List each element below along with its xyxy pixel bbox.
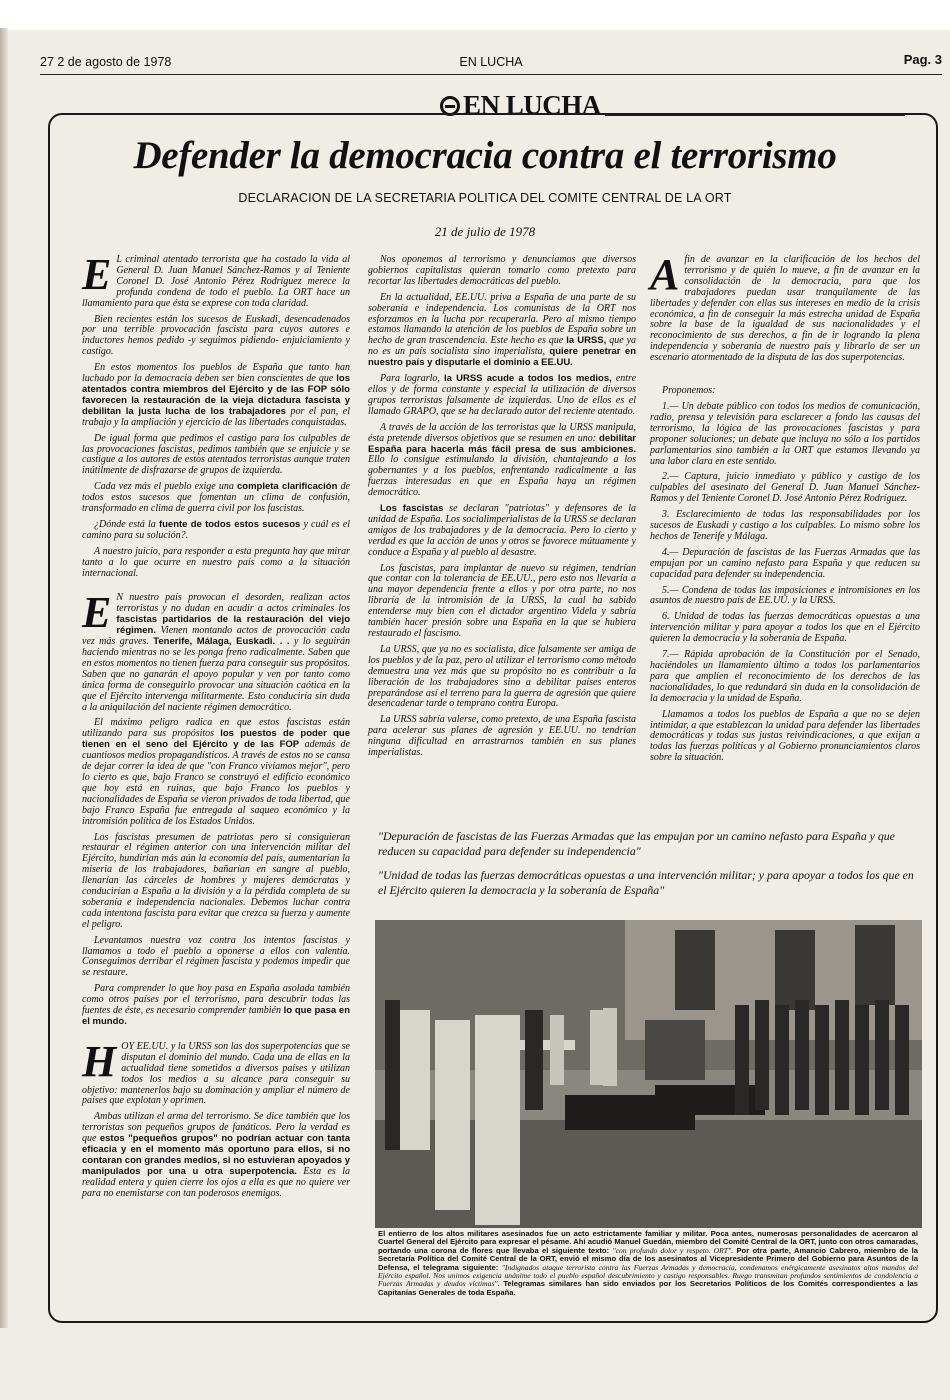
paragraph: A través de la acción de los terroristas que la URSS manipula, ésta pretende diversos objetivos que se resumen en uno: debilitar España para hacerla más fácil presa de sus ambiciones. Ello lo consigue estimulando la división, chantajeando a los gobernantes y a los pueblos, enfrentando radicalmente a las fuerzas interesadas en que en España haya un régimen democrático. (368, 421, 636, 499)
article-column-3 (650, 250, 920, 769)
paragraph: El máximo peligro radica en que estos fascistas están utilizando para sus propósitos los puestos de poder que tienen en el seno del Ejército y de las FOP además de cuantiosos medios propagandísticos. A través de estos no se cansa de dejar correr la idea de que "con Franco vivíamos mejor", pero lo cierto es que, bajo Franco se construyó el edificio económico que hoy está en ruinas, que bajo Franco los pueblos y nacionalidades de España se vieron privados de toda libertad, que bajo Franco España fue entregada al saqueo económico y la intromisión política de los Estados Unidos. (82, 717, 350, 827)
article-subtitle: DECLARACION DE LA SECRETARIA POLITICA DEL COMITE CENTRAL DE LA ORT (238, 191, 732, 205)
paragraph: En la actualidad, EE.UU. priva a España de una parte de su soberanía e independencia. Los comunistas de la ORT nos esforzamos en la lucha por recuperarla. Pero al mismo tiempo estamos llamando la atención de los pueblos de España sobre un hecho de gran trascendencia. Este hecho es que la URSS, que ya no es un país socialista sino imperialista, quiere penetrar en nuestro país y disputarle el dominio a EE.UU. (368, 291, 637, 369)
masthead-title: EN LUCHA (463, 90, 601, 120)
article-dateline: 21 de julio de 1978 (434, 224, 536, 239)
paragraph: Para lograrlo, la URSS acude a todos los medios, entre ellos y de forma constante y especial la utilización de diversos grupos terroristas falsamente de izquierdas. Uno de ellos es el llamado GRAPO, que se ha declarado autor del reciente atentado. (368, 373, 637, 417)
paragraph: Cada vez más el pueblo exige una completa clarificación de todos estos sucesos que fomentan un clima de confusión, transformado en clima de guerra civil por los fascistas. (82, 481, 351, 515)
pull-quotes (378, 829, 918, 907)
paragraph: A nuestro juicio, para responder a esta pregunta hay que mirar tanto a lo que ocurre en nuestro país como a la situación internacional. (82, 545, 350, 579)
paragraph: 4.— Depuración de fascistas de las Fuerzas Armadas que las empujan por un camino nefasto para España y que reducen su capacidad para defender su independencia. (650, 546, 920, 580)
paragraph: 1.— Un debate público con todos los medios de comunicación, radio, prensa y televisión para esclarecer a fondo las causas del terrorismo, la lógica de las provocaciones fascistas y para proponer soluciones; un debate que incluya no sólo a los partidos parlamentarios sino también a la ORT que estamos llevando ya una labor clara en este sentido. (650, 400, 920, 467)
paragraph: 2.— Captura, juicio inmediato y público y castigo de los culpables del asesinato del General D. Juan Manuel Sánchez-Ramos y del Teniente Coronel D. José Antonio Pérez Rodríguez. (650, 471, 920, 505)
paragraph: 6. Unidad de todas las fuerzas democráticas opuestas a una intervención militar y para apoyar a todos los que en el Ejército quieren la democracia y la soberanía de España. (650, 611, 920, 645)
paragraph: E N nuestro país provocan el desorden, realizan actos terroristas y no dudan en acudir a actos criminales los fascistas partidarios de la restauración del viejo régimen. Vienen montando actos de provocación cada vez más graves. Tenerife, Málaga, Euskadi. . . y lo seguirán haciendo mientras no se les ponga freno radicalmente. Saben que en estos momentos no tienen fuerza para conseguir sus propósitos. Saben que no ganarán el apoyo popular y ven por tanto como única forma de conseguirlo provocar una situación caótica en la que el Ejército intervenga militarmente. Esto conduciría sin duda a la aniquilación del naciente régimen democrático. (82, 588, 351, 713)
paragraph: En estos momentos los pueblos de España que tanto han luchado por la democracia deben ser bien conscientes de que los atentados contra miembros del Ejército y de las FOP sólo favorecen la restauración de la vieja dictadura fascista y debilitan la justa lucha de los trabajadores por el pan, el trabajo y la ampliación y ejercicio de las libertades conquistadas. (82, 362, 351, 428)
page-header (40, 52, 942, 75)
drop-cap: A (650, 250, 680, 299)
paragraph: Proponemos: (662, 385, 716, 397)
header-paper-name: EN LUCHA (459, 55, 523, 69)
photo-illustration (375, 920, 922, 1228)
paragraph: Nos oponemos al terrorismo y denunciamos que diversos gobiernos capitalistas quieran tomarlo como pretexto para recortar las libertades democráticas del pueblo. (368, 254, 636, 287)
issue-date: 27 2 de agosto de 1978 (40, 55, 172, 69)
drop-cap: E (82, 588, 112, 638)
page-number: Pag. 3 (903, 52, 942, 67)
paragraph: 7.— Rápida aprobación de la Constitución por el Senado, haciéndoles un llamamiento último a todos los parlamentarios para que amplíen el reconocimiento de los derechos de las nacionalidades, lo que redundará sin duda en la consolidación de la democracia y la unidad de España. (650, 649, 920, 704)
paragraph: 3. Esclarecimiento de todas las responsabilidades por los sucesos de Euskadi y castigo a los culpables. Lo mismo sobre los hechos de Tenerife y Málaga. (650, 509, 920, 542)
paragraph: Ambas utilizan el arma del terrorismo. Se dice también que los terroristas son pequeños grupos de fanáticos. Pero la verdad es que estos "pequeños grupos" no podrían actuar con tanta eficacia y en el momento más oportuno para ellos, si no contaran con grandes medios, si no estuvieran apoyados y manipulados por una u otra superpotencia. Esta es la realidad entera y quien cierre los ojos a ella es que no quiere ver para no enemistarse con tan poderosos enemigos. (82, 1111, 351, 1199)
paragraph: Los fascistas se declaran "patriotas" y defensores de la unidad de España. Los socialimperialistas de la URSS se declaran amigos de los trabajadores y de la democracia. Pero lo cierto y verdad es que la acción de unos y otros se favorece mútuamente y conduce a España y al pueblo al desastre. (368, 503, 637, 558)
scan-top-margin (0, 0, 950, 30)
paragraph: E L criminal atentado terrorista que ha costado la vida al General D. Juan Manuel Sánchez-Ramos y al Teniente Coronel D. José Antonio Pérez Rodríguez merece la profunda condena de todo el pueblo. La ORT hace un llamamiento para que ésta se exprese con toda claridad. (82, 250, 350, 309)
paragraph: Para comprender lo que hoy pasa en España asolada también como otros países por el terrorismo, para descubrir todas las fuentes de éste, es necesario comprender también lo que pasa en el mundo. (82, 983, 351, 1027)
paragraph: Los fascistas, para implantar de nuevo su régimen, tendrían que contar con la tolerancia de EE.UU., pero esto nos llevaría a una mayor dependencia frente a ellos y por otra parte, no nos libraría de la intromisión de la URSS, la cual ha sabido entenderse muy bien con el dictador argentino Videla y sabría también hacer presión sobre una España en la que se hubiera restaurado el fascismo. (368, 562, 636, 639)
article-title: Defender la democracia contra el terrorismo (133, 134, 837, 177)
pull-quote: "Unidad de todas las fuerzas democráticas opuestas a una intervención militar; y para apoyar a todos los que en el Ejército quieren la democracia y la soberanía de España" (378, 868, 914, 897)
paragraph: Bien recientes están los sucesos de Euskadi, desencadenados por una terrible provocación fascista para cuyos autores e inductores hemos pedido -y seguimos pidiendo- enjuiciamiento y castigo. (82, 313, 350, 358)
paragraph: Afin de avanzar en la clarificación de los hechos del terrorismo y de quién lo mueve, a fin de avanzar en la consolidación de la democracia, para que los trabajadores puedan usar tranquilamente de las libertades y defender con ellas sus intereses en medio de la crisis económica, a fin de conseguir la más estrecha unidad de España sobre la base de la igualdad de sus nacionalidades y el reconocimiento de sus derechos, a fin de ir logrando la plena independencia y soberanía de nuestro país y librarlo de ser un escenario atormentado de la disputa de las dos superpotencias. (650, 250, 920, 364)
paragraph: Levantamos nuestra voz contra los intentos fascistas y llamamos a todo el pueblo a oponerse a ellos con valentía. Conseguimos derribar el régimen fascista y podemos impedir que se restaure. (82, 934, 350, 979)
paragraph: Los fascistas presumen de patriotas pero si consiguieran restaurar el régimen anterior con una intervención militar del Ejército, hundirían más aún la economía del país, aumentarían la miseria de los trabajadores, bañarían en sangre al pueblo, llenarían las cárceles de hombres y mujeres demócratas y conducirían a España a la división y a la pérdida completa de su soberanía e independencia nacionales. Debemos luchar contra cada intentona fascista para evitar que crezca su fuerza y aumente el peligro. (82, 831, 350, 930)
article-column-2 (368, 255, 636, 764)
page-binding-edge (0, 28, 8, 1328)
drop-cap: E (82, 250, 112, 299)
paragraph: Llamamos a todos los pueblos de España a que no se dejen intimidar, a que establezcan la unidad para defender las libertades democráticas y todas sus justas reivindicaciones, a que exijan a todas las fuerzas políticas y al Gobierno pronunciamientos claros sobre la situación. (650, 708, 920, 764)
paragraph: ¿Dónde está la fuente de todos estos sucesos y cuál es el camino para su solución?. (82, 518, 351, 541)
paragraph: La URSS, que ya no es socialista, dice falsamente ser amiga de los pueblos y de la paz, pero al utilizar el terrorismo como método demuestra una vez más que su propósito no es contribuir a la liberación de los trabajadores sino a debilitar países enteros preparándose así el terreno para la guerra de agresión que quiere desencadenar tarde o temprano contra Europa. (368, 643, 636, 710)
funeral-photo (375, 920, 922, 1228)
paragraph: La URSS sabría valerse, como pretexto, de una España fascista para acelerar sus planes de agresión y EE.UU. no tendrían ninguna dificultad en arrastrarnos también en sus planes imperialistas. (368, 714, 636, 759)
paragraph: De igual forma que pedimos el castigo para los culpables de las provocaciones fascistas, pedimos también que se enjuicie y se castigue a los autores de estos atentados terroristas aunque traten inútilmente de disfrazarse de grupos de izquierda. (82, 432, 351, 477)
paragraph: HOY EE.UU. y la URSS son las dos superpotencias que se disputan el dominio del mundo. Cada una de ellas en la actualidad tiene sometidos a diversos países y utilizan todos los medios a su alcance para conseguir su objetivo: mantenerlos bajo su dominación y ampliar el número de países que explotan y oprimen. (82, 1036, 350, 1107)
pull-quote: "Depuración de fascistas de las Fuerzas Armadas que las empujan por un camino nefasto para España y que reducen su capacidad para defender su independencia" (378, 829, 895, 858)
photo-caption: El entierro de los altos militares asesinados fue un acto estrictamente familiar y militar. Poca antes, numerosas personalidades de acercaron al Cuartel General del Ejército para expresar el pésame. Ahí acudió Manuel Guedán, miembro del Comité Central de la ORT, junto con otros camaradas, portando una corona de flores que llevaba el siguiente texto: "con profundo dolor y respeto. ORT". Por otra parte, Amancio Cabrero, miembro de la Secretaría Política del Comité Central de la ORT, envió el mismo día de los asesinatos al Vicepresidente Primero del Gobierno para Asuntos de la Defensa, el telegrama siguiente: "Indignados ataque terrorista contra las Fuerzas Armadas y democracia, condenamos enérgicamente asesinatos altos mandos del Ejército español. Nos unimos exigencia unánime todo el pueblo español descubrimiento y castigo responsables. Ruego transmitan profundos sentimientos de condolencia a Fuerzas Armadas y deudos víctimas". Telegramas similares han sido enviados por los Secretarios Políticos de los Comités correspondientes a las Capitanías Generales de toda España. (378, 1229, 918, 1297)
paragraph: 5.— Condena de todas las imposiciones e intromisiones en los asuntos de nuestro país de EE.UU. y la URSS. (650, 584, 920, 607)
drop-cap: H (82, 1036, 117, 1086)
article-column-1 (82, 250, 351, 1205)
